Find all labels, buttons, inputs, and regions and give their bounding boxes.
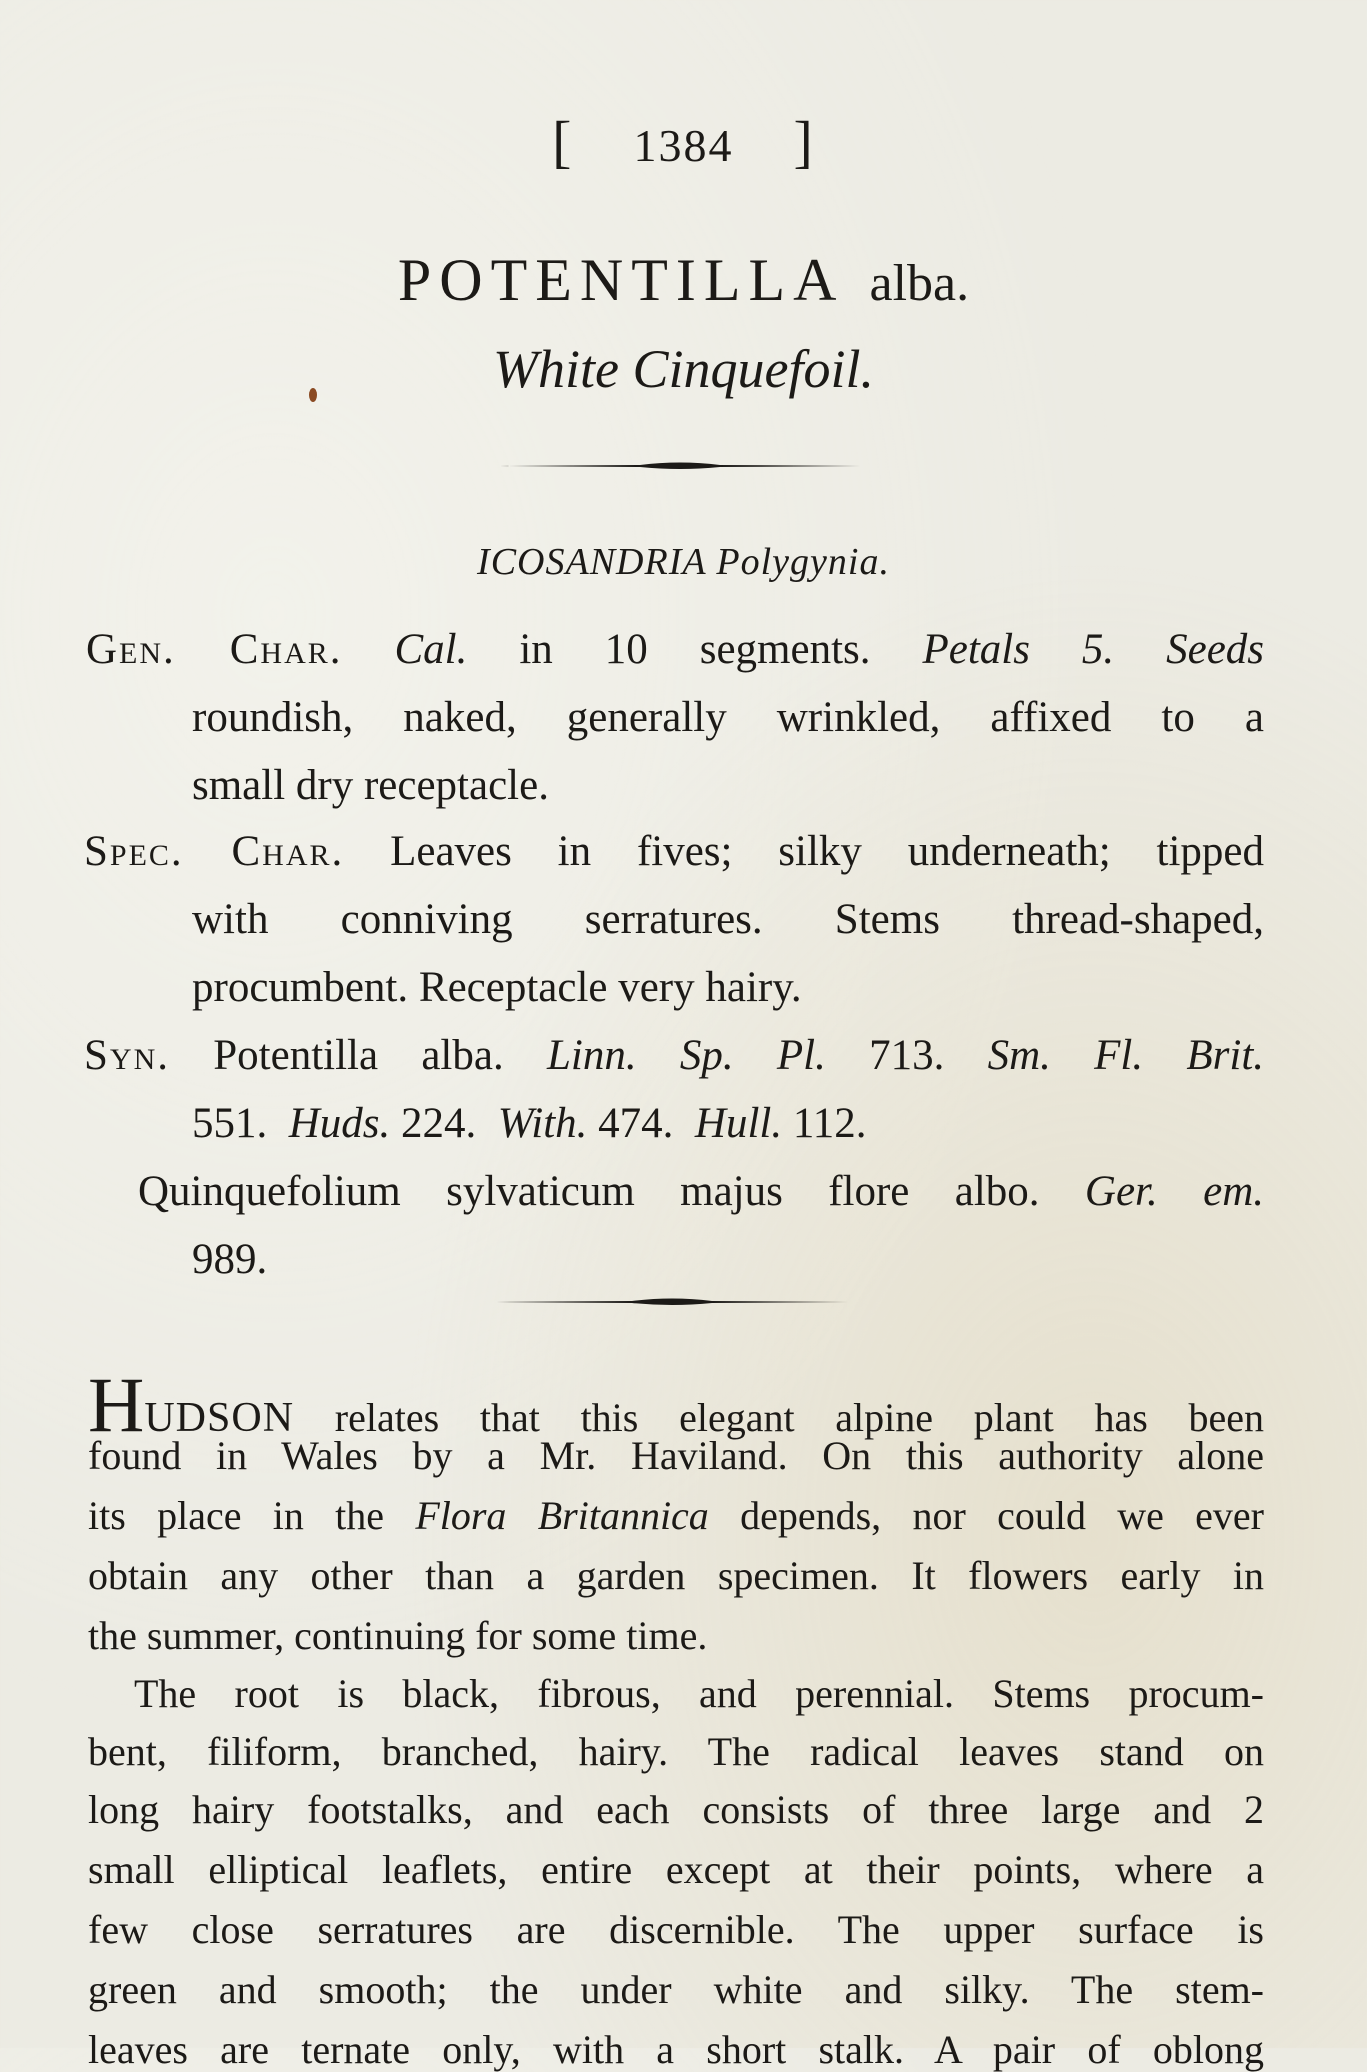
body-line: the summer, continuing for some time. — [88, 1613, 708, 1658]
body-line: small elliptical leaflets, entire except at their points, where a — [88, 1847, 1264, 1892]
body-line: leaves are ternate only, with a short stalk. A pair of oblong — [88, 2027, 1264, 2072]
gen-char-line-3: small dry receptacle. — [192, 762, 549, 809]
bracket-close: ] — [793, 109, 815, 174]
classification: ICOSANDRIA Polygynia. — [477, 541, 890, 583]
body-line: bent, filiform, branched, hairy. The radical leaves stand on — [88, 1729, 1264, 1774]
spec-char-line-2: with conniving serratures. Stems thread-shaped, — [192, 896, 1264, 943]
syn-line-3: Quinquefolium sylvaticum majus flore albo. Ger. em. — [138, 1168, 1264, 1215]
body-line: The root is black, fibrous, and perennial. Stems procum- — [134, 1671, 1264, 1716]
page-number-value: 1384 — [633, 120, 734, 171]
spec-char-line-3: procumbent. Receptacle very hairy. — [192, 964, 802, 1011]
body-line: few close serratures are discernible. The upper surface is — [88, 1907, 1264, 1952]
title-genus: POTENTILLA — [397, 247, 845, 313]
syn-line-1: Syn. Potentilla alba. Linn. Sp. Pl. 713. Sm. Fl. Brit. — [84, 1032, 1265, 1079]
gen-char-line-1: Gen. Char. Cal. in 10 segments. Petals 5. Seeds — [86, 626, 1265, 673]
spec-char-label: Spec. Char. — [84, 828, 345, 875]
body-line: long hairy footstalks, and each consists of three large and 2 — [88, 1787, 1264, 1832]
bracket-open: [ — [552, 109, 574, 174]
gen-char-line-2: roundish, naked, generally wrinkled, affixed to a — [192, 694, 1264, 741]
drop-cap: H — [88, 1361, 145, 1448]
body-line: obtain any other than a garden specimen. It flowers early in — [88, 1553, 1264, 1598]
syn-label: Syn. — [84, 1032, 170, 1079]
syn-line-4: 989. — [192, 1236, 268, 1283]
gen-char-label: Gen. Char. — [86, 626, 343, 673]
title-species: alba. — [869, 255, 970, 312]
page-number — [0, 108, 1367, 175]
body-line: green and smooth; the under white and silky. The stem- — [88, 1967, 1264, 2012]
foxing-spot — [309, 388, 317, 402]
species-title — [0, 246, 1367, 315]
body-line: its place in the Flora Britannica depends, nor could we ever — [88, 1493, 1264, 1538]
common-name: White Cinquefoil. — [493, 339, 874, 399]
body-line: found in Wales by a Mr. Haviland. On this authority alone — [88, 1433, 1264, 1478]
body-line: HUDSON relates that this elegant alpine plant has been — [88, 1361, 1265, 1448]
spec-char-line-1: Spec. Char. Leaves in fives; silky underneath; tipped — [84, 828, 1265, 875]
syn-line-2: 551. Huds. 224. With. 474. Hull. 112. — [192, 1100, 867, 1147]
